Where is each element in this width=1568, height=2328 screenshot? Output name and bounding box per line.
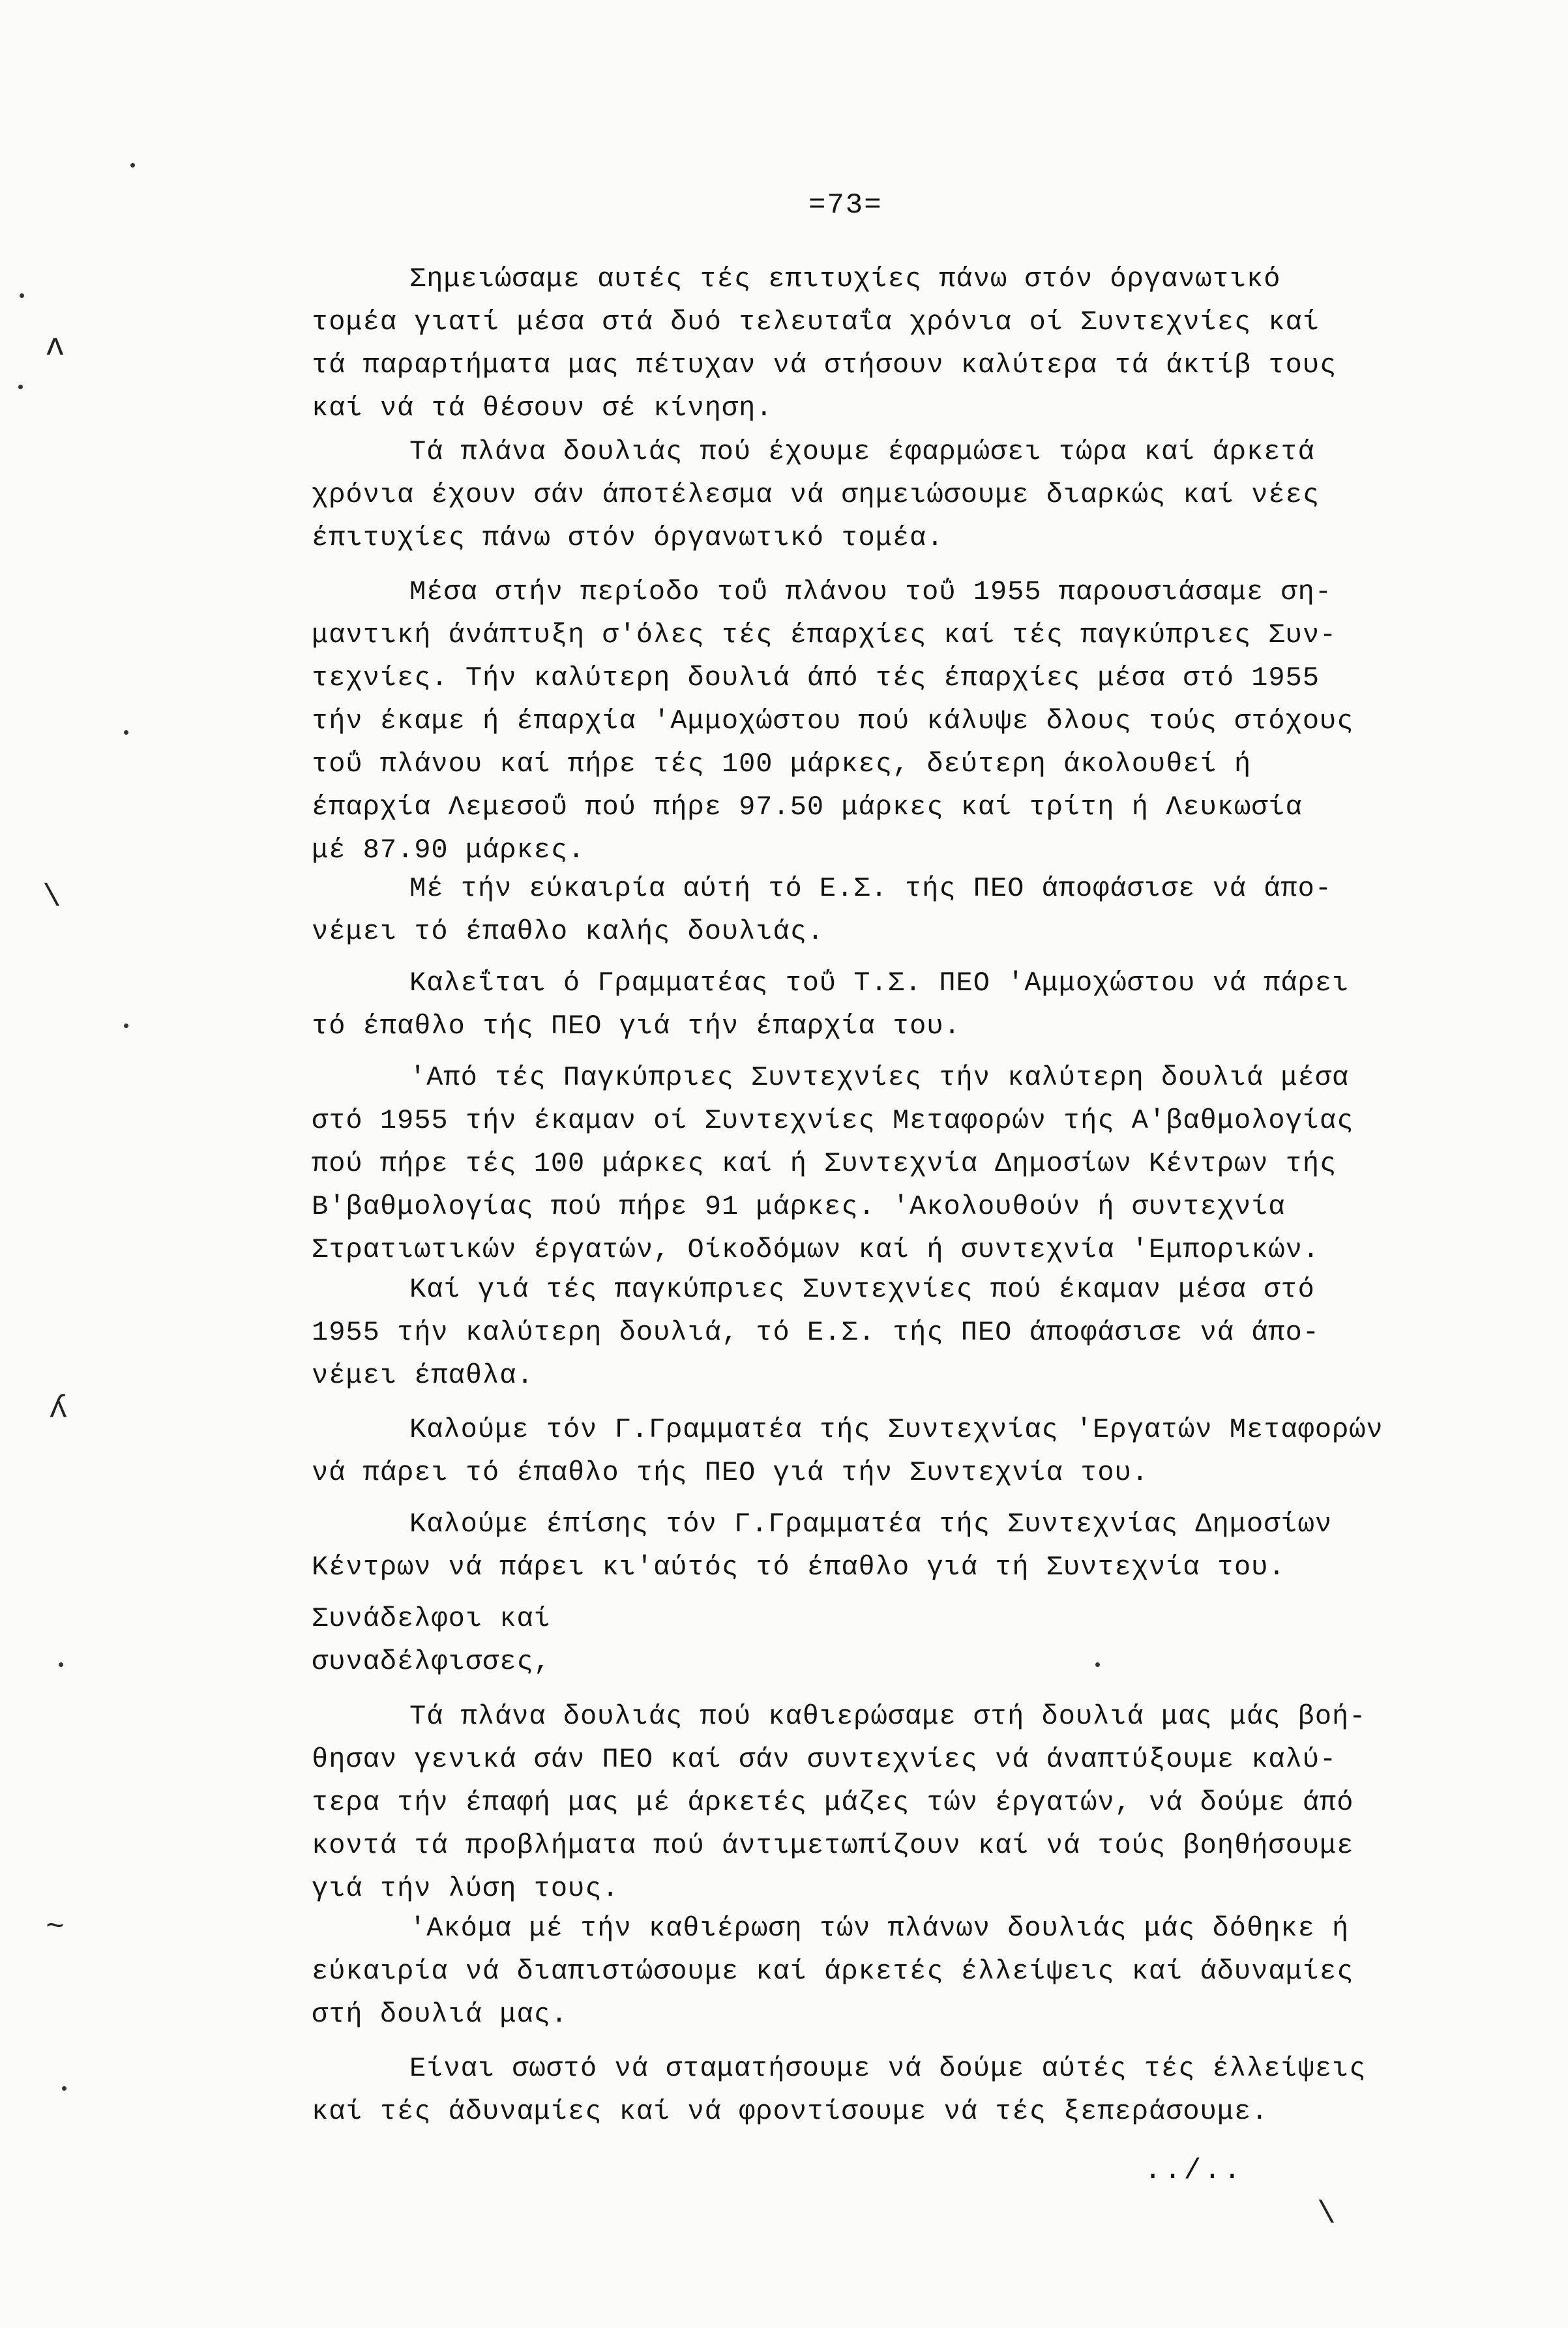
continuation-mark: ../.. bbox=[1144, 2155, 1244, 2187]
paragraph-5: Καλεΐται ό Γραμματέας τοΰ Τ.Σ. ΠΕΟ 'Αμμοχώστου νά πάρει τό έπαθλο τής ΠΕΟ γιά τήν έπαρχία του. bbox=[312, 967, 1350, 1042]
scan-speck bbox=[18, 385, 23, 389]
paragraph-12: Είναι σωστό νά σταματήσουμε νά δούμε αύτές τές έλλείψεις καί τές άδυναμίες καί νά φροντίσουμε νά τές ξεπεράσουμε. bbox=[312, 2053, 1367, 2127]
margin-mark: ~ bbox=[46, 1910, 65, 1945]
salutation: Συνάδελφοι καί συναδέλφισσες, bbox=[312, 1603, 551, 1677]
margin-mark: ʎ bbox=[49, 1392, 68, 1427]
scan-speck bbox=[59, 1662, 63, 1667]
paragraph-7: Καί γιά τές παγκύπριες Συντεχνίες πού έκαμαν μέσα στό 1955 τήν καλύτερη δουλιά, τό Ε.Σ. τής ΠΕΟ άποφάσισε νά άπο- νέμει έπαθλα. bbox=[312, 1274, 1320, 1391]
paragraph-2: Τά πλάνα δουλιάς πού έχουμε έφαρμώσει τώρα καί άρκετά χρόνια έχουν σάν άποτέλεσμα νά σημειώσουμε διαρκώς καί νέες έπιτυχίες πάνω στόν όργανωτικό τομέα. bbox=[312, 436, 1320, 553]
paragraph-11: 'Ακόμα μέ τήν καθιέρωση τών πλάνων δουλιάς μάς δόθηκε ή εύκαιρία νά διαπιστώσουμε καί άρκετές έλλείψεις καί άδυναμίες στή δουλιά μας. bbox=[312, 1913, 1354, 2030]
margin-mark: \ bbox=[42, 880, 62, 915]
scan-speck bbox=[130, 163, 135, 168]
scan-speck bbox=[1095, 1662, 1100, 1667]
scan-speck bbox=[20, 293, 24, 298]
margin-mark: ʌ bbox=[46, 329, 65, 364]
margin-mark: \ bbox=[1317, 2197, 1337, 2232]
paragraph-6: 'Από τές Παγκύπριες Συντεχνίες τήν καλύτερη δουλιά μέσα στό 1955 τήν έκαμαν οί Συντεχνίες Μεταφορών τής Α'βαθμολογίας πού πήρε τές 100 μάρκες καί ή Συντεχνία Δημοσίων Κέντρων τής Β'βαθμολογίας πού πήρε 91 μάρκες. 'Ακολουθούν ή συντεχνία Στρατιωτικών έργατών, Οίκοδόμων καί ή συντεχνία 'Εμπορικών. bbox=[312, 1062, 1354, 1265]
paragraph-10: Τά πλάνα δουλιάς πού καθιερώσαμε στή δουλιά μας μάς βοή- θησαν γενικά σάν ΠΕΟ καί σάν συντεχνίες νά άναπτύξουμε καλύ- τερα τήν έπαφή μας μέ άρκετές μάζες τών έργατών, νά δούμε άπό κοντά τά προβλήματα πού άντιμετωπίζουν καί νά τούς βοηθήσουμε γιά τήν λύση τους. bbox=[312, 1701, 1367, 1904]
paragraph-8: Καλούμε τόν Γ.Γραμματέα τής Συντεχνίας 'Εργατών Μεταφορών νά πάρει τό έπαθλο τής ΠΕΟ γιά τήν Συντεχνία του. bbox=[312, 1414, 1383, 1488]
scan-speck bbox=[124, 730, 128, 735]
paragraph-3: Μέσα στήν περίοδο τοΰ πλάνου τοΰ 1955 παρουσιάσαμε ση- μαντική άνάπτυξη σ'όλες τές έπαρχίες καί τές παγκύπριες Συν- τεχνίες. Τήν καλύτερη δουλιά άπό τές έπαρχίες μέσα στό 1955 τήν έκαμε ή έπαρχία 'Αμμοχώστου πού κάλυψε δλους τούς στόχους τοΰ πλάνου καί πήρε τές 100 μάρκες, δεύτερη άκολουθεί ή έπαρχία Λεμεσοΰ πού πήρε 97.50 μάρκες καί τρίτη ή Λευκωσία μέ 87.90 μάρκες. bbox=[312, 576, 1354, 866]
paragraph-9: Καλούμε έπίσης τόν Γ.Γραμματέα τής Συντεχνίας Δημοσίων Κέντρων νά πάρει κι'αύτός τό έπαθλο γιά τή Συντεχνία του. bbox=[312, 1509, 1333, 1583]
page-number: =73= bbox=[808, 189, 883, 222]
scan-speck bbox=[62, 2086, 67, 2091]
scan-speck bbox=[124, 1024, 128, 1028]
paragraph-4: Μέ τήν εύκαιρία αύτή τό Ε.Σ. τής ΠΕΟ άποφάσισε νά άπο- νέμει τό έπαθλο καλής δουλιάς. bbox=[312, 873, 1333, 947]
paragraph-1: Σημειώσαμε αυτές τές επιτυχίες πάνω στόν όργανωτικό τομέα γιατί μέσα στά δυό τελευταΐα χρόνια οί Συντεχνίες καί τά παραρτήματα μας πέτυχαν νά στήσουν καλύτερα τά άκτίβ τους καί νά τά θέσουν σέ κίνηση. bbox=[312, 263, 1337, 424]
